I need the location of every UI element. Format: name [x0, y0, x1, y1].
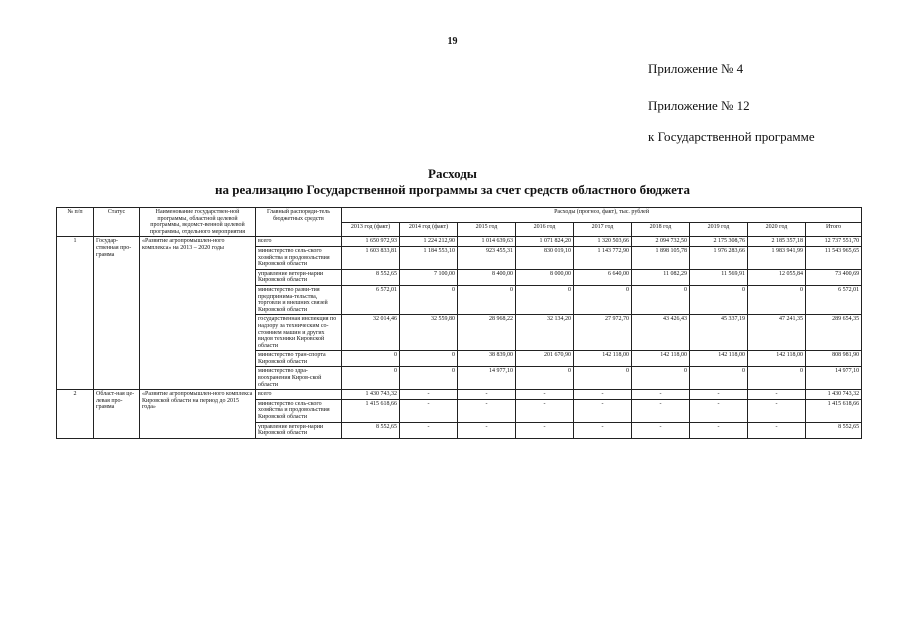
group-program-name: «Развитие агропромышлен-ного комплекса» на 2013 – 2020 годы — [140, 237, 256, 390]
budget-manager-cell: министерство тран-спорта Кировской области — [256, 351, 342, 367]
group-status: Област-ная це-левая про-грамма — [94, 390, 140, 439]
value-cell: 0 — [748, 285, 806, 314]
value-cell: - — [574, 399, 632, 422]
value-cell: 201 670,90 — [516, 351, 574, 367]
budget-manager-cell: министерство сель-ского хозяйства и продовольствия Кировской области — [256, 399, 342, 422]
value-cell: 1 650 972,93 — [342, 237, 400, 247]
value-cell: 8 552,65 — [342, 422, 400, 438]
value-cell: 142 118,00 — [748, 351, 806, 367]
budget-manager-cell: всего — [256, 390, 342, 400]
group-num: 1 — [57, 237, 94, 390]
value-cell: 2 094 732,50 — [632, 237, 690, 247]
value-cell: 8 400,00 — [458, 269, 516, 285]
value-cell: 6 572,01 — [342, 285, 400, 314]
value-cell: - — [632, 390, 690, 400]
budget-manager-cell: всего — [256, 237, 342, 247]
total-cell: 1 415 618,66 — [806, 399, 862, 422]
value-cell: 830 019,10 — [516, 246, 574, 269]
total-cell: 808 981,90 — [806, 351, 862, 367]
value-cell: - — [748, 399, 806, 422]
value-cell: 0 — [574, 367, 632, 390]
value-cell: 8 000,00 — [516, 269, 574, 285]
value-cell: 0 — [516, 285, 574, 314]
value-cell: 12 055,84 — [748, 269, 806, 285]
value-cell: - — [632, 422, 690, 438]
value-cell: 45 337,19 — [690, 315, 748, 351]
header-year-2015: 2015 год — [458, 222, 516, 237]
header-year-2016: 2016 год — [516, 222, 574, 237]
value-cell: 0 — [342, 367, 400, 390]
total-cell: 289 654,35 — [806, 315, 862, 351]
total-cell: 12 737 551,70 — [806, 237, 862, 247]
appendix-label-4: Приложение № 4 — [648, 61, 744, 76]
value-cell: 43 426,43 — [632, 315, 690, 351]
header-year-2014: 2014 год (факт) — [400, 222, 458, 237]
value-cell: 0 — [516, 367, 574, 390]
value-cell: - — [400, 399, 458, 422]
value-cell: 27 972,70 — [574, 315, 632, 351]
value-cell: 32 559,80 — [400, 315, 458, 351]
value-cell: 1 415 618,66 — [342, 399, 400, 422]
value-cell: 47 241,35 — [748, 315, 806, 351]
value-cell: 2 185 357,18 — [748, 237, 806, 247]
budget-manager-cell: управление ветери-нарии Кировской области — [256, 422, 342, 438]
value-cell: 0 — [458, 285, 516, 314]
value-cell: 1 071 824,20 — [516, 237, 574, 247]
value-cell: - — [458, 399, 516, 422]
value-cell: - — [574, 422, 632, 438]
value-cell: 0 — [690, 367, 748, 390]
value-cell: 1 603 833,81 — [342, 246, 400, 269]
value-cell: 142 118,00 — [632, 351, 690, 367]
value-cell: 0 — [632, 285, 690, 314]
budget-manager-cell: государственная инспекция по надзору за техническим со-стоянием машин и других видов техники Кировской области — [256, 315, 342, 351]
value-cell: - — [632, 399, 690, 422]
total-cell: 6 572,01 — [806, 285, 862, 314]
value-cell: - — [748, 390, 806, 400]
table-row — [57, 237, 862, 247]
appendix-label-12: Приложение № 12 — [648, 98, 750, 113]
value-cell: 0 — [748, 367, 806, 390]
header-budget-manager: Главный распоряди-тель бюджетных средств — [256, 208, 342, 237]
header-num: № п/п — [57, 208, 94, 237]
header-year-2020: 2020 год — [748, 222, 806, 237]
value-cell: - — [458, 422, 516, 438]
group-status: Государ-ственная про-грамма — [94, 237, 140, 390]
value-cell: - — [516, 399, 574, 422]
value-cell: 1 898 105,78 — [632, 246, 690, 269]
value-cell: 1 320 503,66 — [574, 237, 632, 247]
value-cell: 0 — [342, 351, 400, 367]
value-cell: 38 839,00 — [458, 351, 516, 367]
value-cell: 1 224 212,90 — [400, 237, 458, 247]
budget-manager-cell: управление ветери-нарии Кировской области — [256, 269, 342, 285]
page-number: 19 — [447, 36, 458, 47]
value-cell: - — [574, 390, 632, 400]
total-cell: 73 400,69 — [806, 269, 862, 285]
appendix-program-ref: к Государственной программе — [648, 129, 815, 144]
value-cell: 0 — [400, 351, 458, 367]
header-year-2013: 2013 год (факт) — [342, 222, 400, 237]
value-cell: 11 569,91 — [690, 269, 748, 285]
value-cell: 1 184 553,10 — [400, 246, 458, 269]
total-cell: 1 430 743,32 — [806, 390, 862, 400]
value-cell: 1 014 639,63 — [458, 237, 516, 247]
value-cell: 28 968,22 — [458, 315, 516, 351]
value-cell: 11 082,29 — [632, 269, 690, 285]
header-year-2019: 2019 год — [690, 222, 748, 237]
header-program-name: Наименование государствен-ной программы, областной целевой программы, ведомст-венной целевой программы, отдельного мероприятия — [140, 208, 256, 237]
header-year-2018: 2018 год — [632, 222, 690, 237]
value-cell: 14 977,10 — [458, 367, 516, 390]
value-cell: 8 552,65 — [342, 269, 400, 285]
header-year-2017: 2017 год — [574, 222, 632, 237]
value-cell: 0 — [574, 285, 632, 314]
budget-manager-cell: министерство сель-ского хозяйства и продовольствия Кировской области — [256, 246, 342, 269]
value-cell: 32 134,20 — [516, 315, 574, 351]
value-cell: - — [516, 422, 574, 438]
budget-manager-cell: министерство здра-воохранения Киров-ской области — [256, 367, 342, 390]
value-cell: 0 — [400, 367, 458, 390]
value-cell: 0 — [632, 367, 690, 390]
value-cell: - — [690, 422, 748, 438]
value-cell: 1 983 941,99 — [748, 246, 806, 269]
value-cell: 923 455,31 — [458, 246, 516, 269]
value-cell: - — [748, 422, 806, 438]
table-row — [57, 390, 862, 400]
value-cell: 0 — [690, 285, 748, 314]
header-status: Статус — [94, 208, 140, 237]
document-subtitle: на реализацию Государственной программы за счет средств областного бюджета — [215, 182, 690, 197]
group-program-name: «Развитие агропромышлен-ного комплекса Кировской области на период до 2015 года» — [140, 390, 256, 439]
value-cell: - — [690, 399, 748, 422]
value-cell: 1 976 283,66 — [690, 246, 748, 269]
value-cell: 32 014,46 — [342, 315, 400, 351]
budget-table-body — [57, 237, 862, 438]
value-cell: - — [400, 422, 458, 438]
total-cell: 8 552,65 — [806, 422, 862, 438]
total-cell: 11 543 965,65 — [806, 246, 862, 269]
value-cell: 2 175 308,76 — [690, 237, 748, 247]
value-cell: - — [400, 390, 458, 400]
value-cell: - — [690, 390, 748, 400]
value-cell: - — [458, 390, 516, 400]
budget-table — [56, 207, 862, 439]
group-num: 2 — [57, 390, 94, 439]
value-cell: - — [516, 390, 574, 400]
header-total: Итого — [806, 222, 862, 237]
budget-manager-cell: министерство разви-тия предпринима-тельства, торговли и внешних связей Кировской области — [256, 285, 342, 314]
value-cell: 0 — [400, 285, 458, 314]
value-cell: 7 100,00 — [400, 269, 458, 285]
header-expenses-group: Расходы (прогноз, факт), тыс. рублей — [342, 208, 862, 223]
document-title: Расходы — [428, 166, 477, 181]
value-cell: 1 143 772,90 — [574, 246, 632, 269]
value-cell: 142 118,00 — [690, 351, 748, 367]
value-cell: 1 430 743,32 — [342, 390, 400, 400]
value-cell: 6 640,00 — [574, 269, 632, 285]
total-cell: 14 977,10 — [806, 367, 862, 390]
value-cell: 142 118,00 — [574, 351, 632, 367]
